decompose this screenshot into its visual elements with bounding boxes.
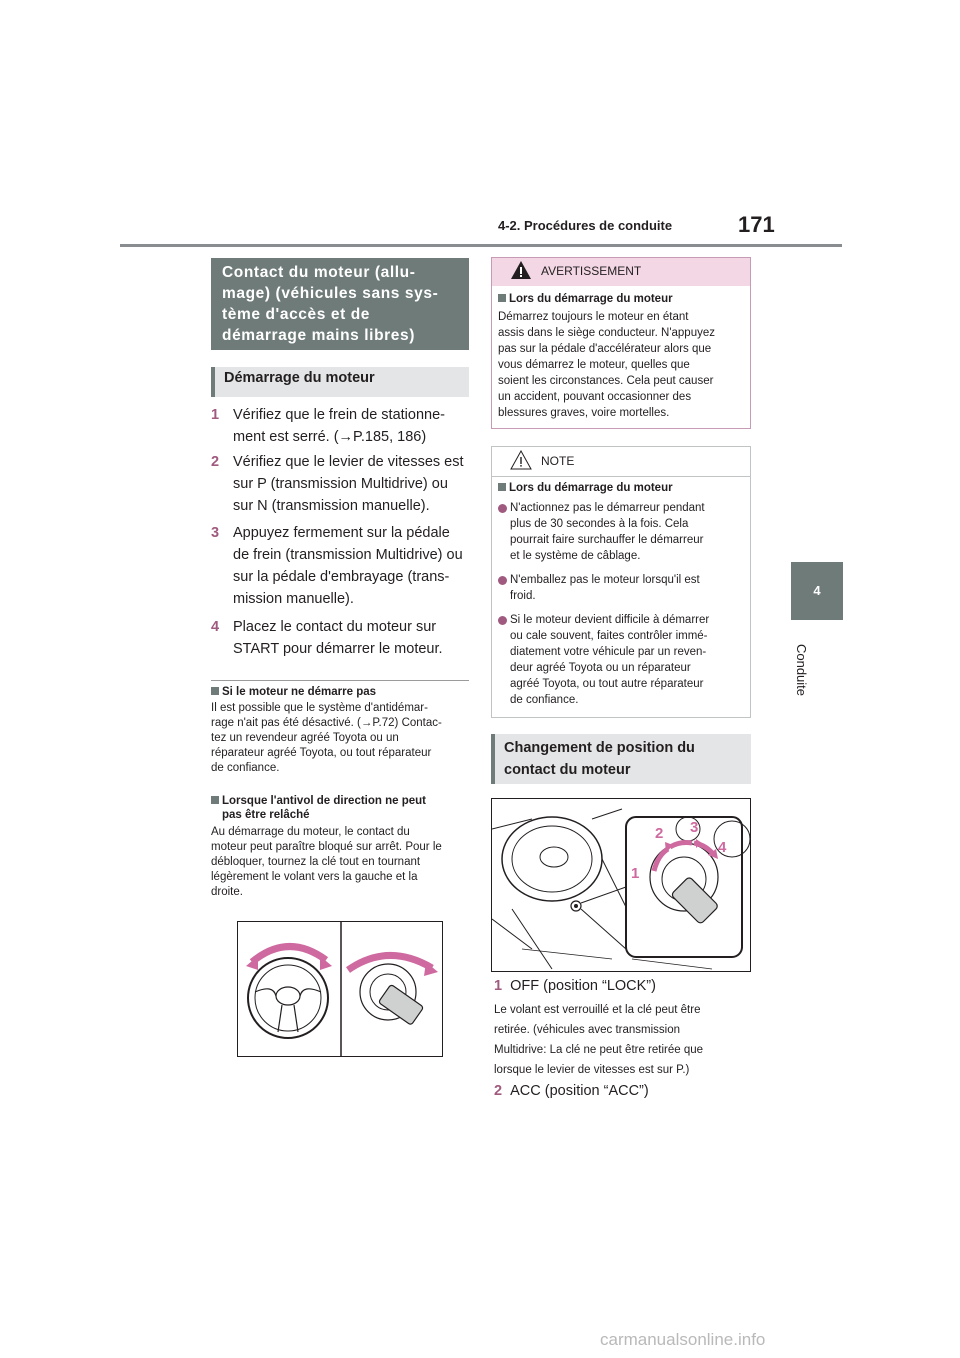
square-bullet-icon — [498, 294, 506, 302]
note-steering-lock: Lorsque l'antivol de direction ne peut pas être relâché Au démarrage du moteur, le contact du moteur peut paraître bloqué sur arrêt. Pour le débloquer, tournez la clé tout en tournant légèrement le volant vers la gauche et la droite. — [211, 795, 442, 898]
bullet-icon — [498, 576, 507, 585]
note-title: NOTE — [541, 454, 575, 468]
step-1: 1 Vérifiez que le frein de stationne- ment est serré. (→P.185, 186) — [211, 407, 445, 445]
page-number: 171 — [738, 212, 775, 237]
header-rule — [120, 244, 842, 247]
position-1-label: 1 OFF (position “LOCK”) — [494, 978, 656, 994]
caution-icon — [510, 450, 532, 475]
section-header: 4-2. Procédures de conduite — [498, 218, 673, 233]
figure-label-2: 2 — [655, 825, 664, 842]
ignition-drawing — [492, 799, 750, 971]
notes-divider — [211, 680, 469, 681]
watermark: carmanualsonline.info — [600, 1330, 766, 1349]
steering-key-illustration — [237, 921, 443, 1057]
figure-label-3: 3 — [690, 819, 699, 836]
note-header-line — [492, 476, 750, 477]
position-1-description: Le volant est verrouillé et la clé peut être retirée. (véhicules avec transmission Multidrive: La clé ne peut être retirée que lorsque le levier de vitesses est sur P.) — [494, 1004, 704, 1076]
square-bullet-icon — [211, 796, 219, 804]
bullet-icon — [498, 504, 507, 513]
figure-label-1: 1 — [631, 865, 640, 882]
subsection-title: Changement de position du contact du moteur — [504, 740, 695, 778]
steering-key-drawing — [238, 922, 442, 1056]
figure-label-4: 4 — [718, 839, 727, 856]
warning-title: AVERTISSEMENT — [541, 264, 642, 278]
warning-icon — [510, 260, 532, 285]
step-4: 4 Placez le contact du moteur sur START pour démarrer le moteur. — [211, 619, 443, 657]
note-engine-not-start: Si le moteur ne démarre pas Il est possible que le système d'antidémar- rage n'ait pas été désactivé. (→P.72) Contac- tez un revendeur agréé Toyota ou un réparateur agréé Toyota, ou tout réparateur de confiance. — [211, 686, 442, 774]
subsection-title: Démarrage du moteur — [224, 370, 375, 386]
chapter-title: Contact du moteur (allu- mage) (véhicules sans sys- tème d'accès et de démarrage mains libres) — [222, 264, 439, 344]
note-content: Lors du démarrage du moteur N'actionnez pas le démarreur pendant plus de 30 secondes à la fois. Cela pourrait faire surchauffer le démarreur et le système de câblage. N'emballez pas le moteur lorsqu'il est froid. Si le moteur devient difficile à démarrer ou cale souvent, faites contrôler immé- diatement votre véhicule par un reven- deur agréé Toyota ou un réparateur agréé Toyota, ou tout autre réparateur de confiance. — [498, 481, 748, 708]
square-bullet-icon — [498, 483, 506, 491]
position-2-label: 2 ACC (position “ACC”) — [494, 1083, 649, 1099]
ignition-positions-illustration — [491, 798, 751, 972]
chapter-label: Conduite — [794, 643, 809, 697]
bullet-icon — [498, 616, 507, 625]
warning-content: Lors du démarrage du moteur Démarrez toujours le moteur en étant assis dans le siège conducteur. N'appuyez pas sur la pédale d'accélérateur alors que vous démarrez le moteur, quelles que soient les circonstances. Cela peut causer un accident, pouvant occasionner des blessures graves, voire mortelles. — [498, 293, 715, 419]
step-3: 3 Appuyez fermement sur la pédale de frein (transmission Multidrive) ou sur la pédale d'embrayage (trans- mission manuelle). — [211, 525, 463, 607]
chapter-tab: 4 — [791, 562, 843, 620]
square-bullet-icon — [211, 687, 219, 695]
step-2: 2 Vérifiez que le levier de vitesses est sur P (transmission Multidrive) ou sur N (transmission manuelle). — [211, 454, 464, 514]
